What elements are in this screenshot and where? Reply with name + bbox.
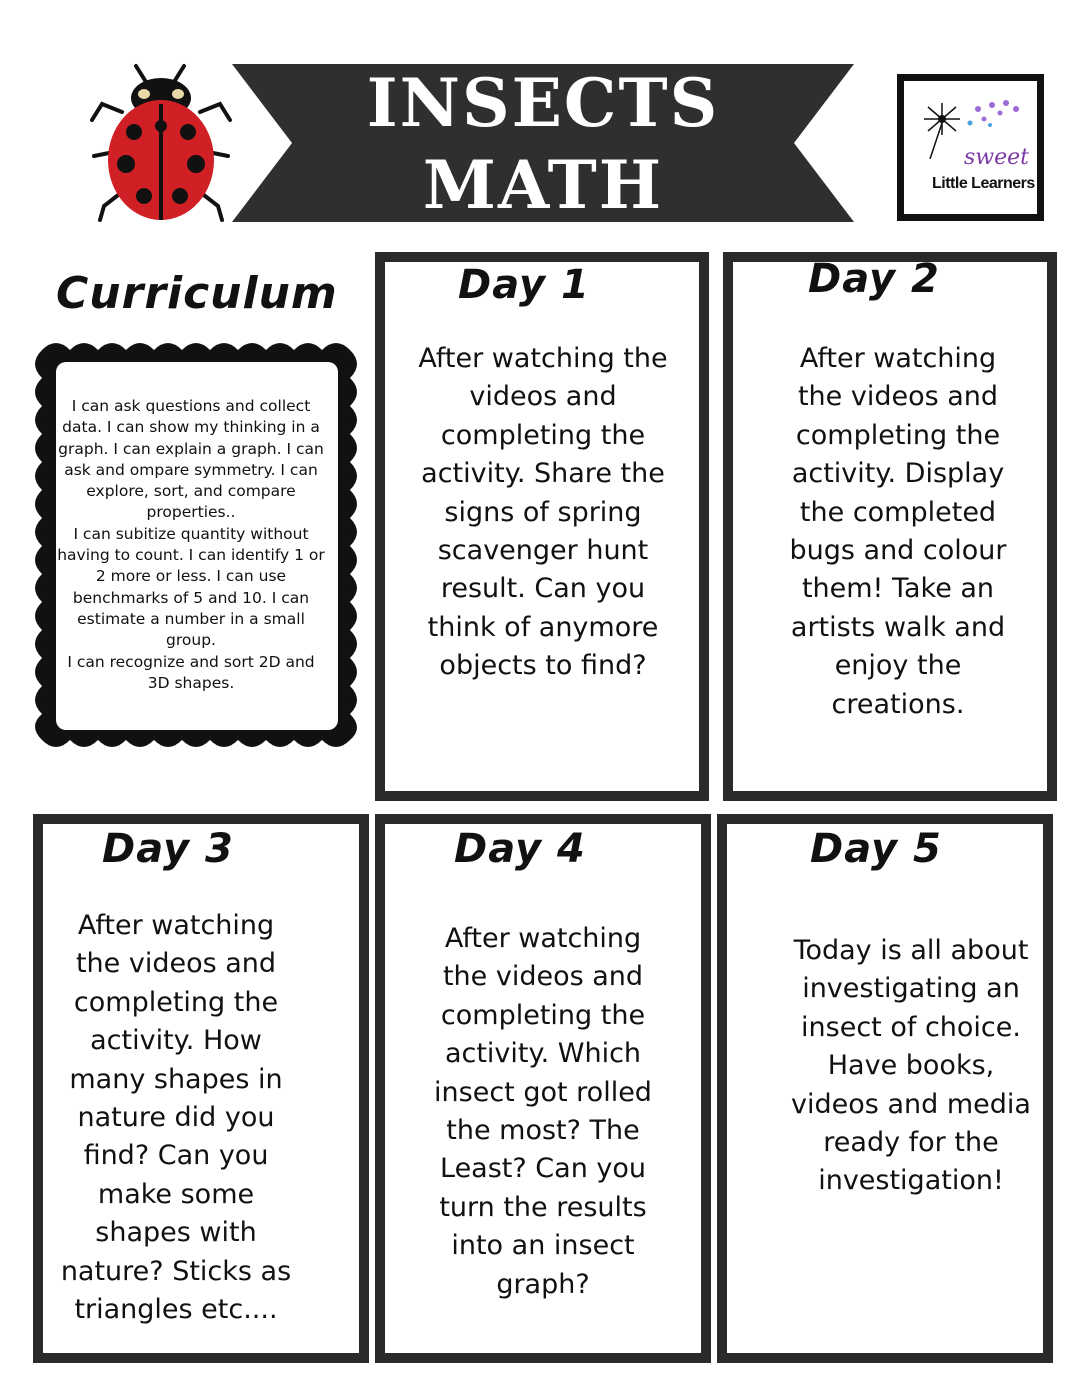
day-5-text: Today is all about investigating an insect of choice. Have books, videos and media ready for the investigation! [791, 935, 1031, 1197]
logo-text-little-learners: Little Learners [932, 175, 1035, 192]
day-3-text: After watching the videos and completing the activity. How many shapes in nature did you find? Can you make some shapes with nature? Sticks as triangles etc.... [60, 910, 292, 1326]
curriculum-paragraph: I can subitize quantity without having to count. I can identify 1 or 2 more or less. I can use benchmarks of 5 and 10. I can estimate a number in a small group. [57, 524, 325, 650]
curriculum-paragraph: I can recognize and sort 2D and 3D shapes. [67, 652, 315, 692]
day-1-title: Day 1 [458, 262, 590, 308]
day-2-title: Day 2 [808, 256, 940, 302]
day-5-title: Day 5 [810, 826, 942, 872]
curriculum-paragraph: I can ask questions and collect data. I can show my thinking in a graph. I can explain a graph. I can ask and ompare symmetry. I can explore, sort, and compare properties.. [58, 397, 324, 522]
curriculum-text [55, 396, 327, 694]
day-4-text: After watching the videos and completing the activity. Which insect got rolled the most? The Least? Can you turn the results into an insect graph? [434, 923, 652, 1300]
logo-text-sweet: sweet [964, 145, 1030, 170]
ladybug-icon [88, 60, 234, 226]
logo [897, 74, 1044, 221]
day-4-title: Day 4 [454, 826, 586, 872]
page-title-line1: INSECTS [366, 64, 720, 142]
curriculum-heading: Curriculum [56, 268, 338, 319]
day-3-title: Day 3 [102, 826, 234, 872]
page-title-line2: MATH [422, 146, 664, 224]
day-2-text: After watching the videos and completing the activity. Display the completed bugs and colour them! Take an artists walk and enjoy the creations. [789, 343, 1007, 720]
day-1-text: After watching the videos and completing the activity. Share the signs of spring scavenger hunt result. Can you think of anymore objects to find? [418, 343, 668, 682]
